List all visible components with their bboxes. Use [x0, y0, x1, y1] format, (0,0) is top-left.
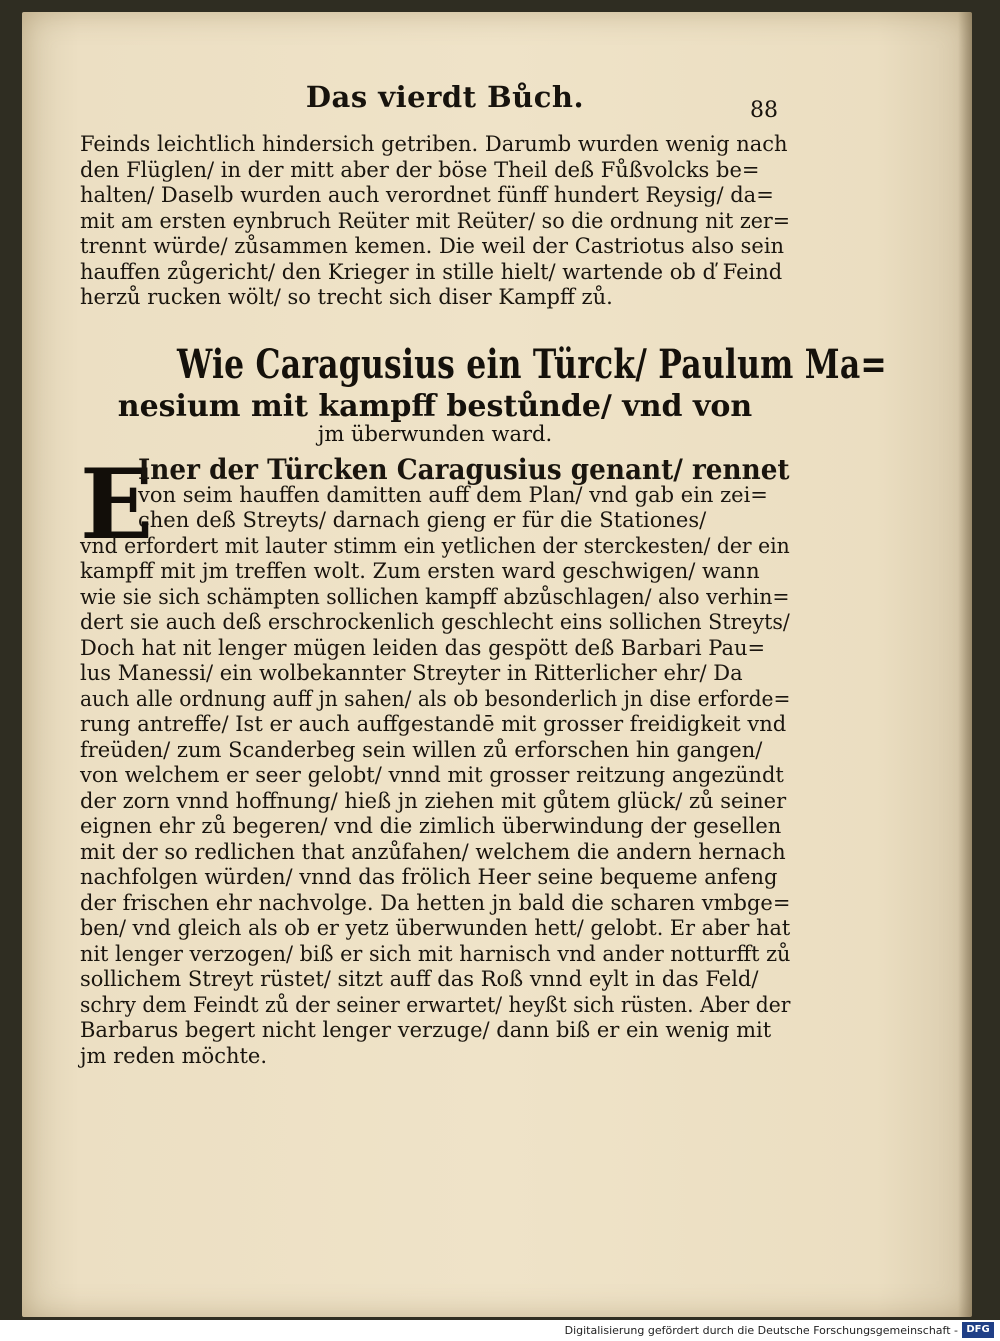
text-line: hauffen zůgericht/ den Krieger in stille hielt/ wartende ob ď Feind [80, 259, 783, 284]
running-head: Das vierdt Bůch. [305, 80, 585, 114]
text-line: wie sie sich schämpten sollichen kampff abzůschlagen/ also verhin= [80, 584, 790, 609]
chapter-text [80, 448, 791, 1069]
text-line: sollichem Streyt rüstet/ sitzt auff das Roß vnnd eylt in das Feld/ [80, 967, 759, 991]
text-block-top [80, 132, 790, 311]
text-line: lus Manessi/ ein wolbekannter Streyter in Ritterlicher ehr/ Da [80, 661, 743, 685]
text-line: von seim hauffen damitten auff dem Plan/ vnd gab ein zei= [138, 482, 768, 507]
text-line: der frischen ehr nachvolge. Da hetten jn bald die scharen vmbge= [80, 890, 791, 915]
text-line: schry dem Feindt zů der seiner erwartet/ heyßt sich rüsten. Aber der [80, 992, 791, 1017]
text-line: jm reden möchte. [80, 1043, 268, 1068]
chapter-heading-line-3: jm überwunden ward. [317, 422, 553, 446]
drop-cap-initial: E [80, 448, 154, 561]
text-line: kampff mit jm treffen wolt. Zum ersten ward geschwigen/ wann [80, 559, 760, 583]
text-line: rung antreffe/ Ist er auch auffgestandē mit grosser freidigkeit vnd [80, 712, 787, 736]
text-line: auch alle ordnung auff jn sahen/ als ob besonderlich jn dise erforde= [80, 686, 791, 711]
text-line: halten/ Daselb wurden auch verordnet fünff hundert Reysig/ da= [80, 183, 774, 207]
text-line: nit lenger verzogen/ biß er sich mit harnisch vnd ander notturfft zů [80, 941, 791, 966]
text-line: mit am ersten eynbruch Reüter mit Reüter/ so die ordnung nit zer= [80, 208, 791, 233]
text-line: ben/ vnd gleich als ob er yetz überwunden hett/ gelobt. Er aber hat [80, 916, 791, 940]
text-line: trennt würde/ zůsammen kemen. Die weil der Castriotus also sein [80, 234, 785, 258]
funding-credit: Digitalisierung gefördert durch die Deutsche Forschungsgemeinschaft - [564, 1324, 958, 1337]
text-line: dert sie auch deß erschrockenlich geschlecht eins sollichen Streyts/ [80, 610, 790, 634]
text-line: nachfolgen würden/ vnnd das frölich Heer seine bequeme anfeng [80, 865, 778, 889]
text-line: eignen ehr zů begeren/ vnd die zimlich überwindung der gesellen [80, 814, 782, 838]
text-line: vnd erfordert mit lauter stimm ein yetlichen der sterckesten/ der ein [80, 533, 790, 558]
text-line: freüden/ zum Scanderbeg sein willen zů erforschen hin gangen/ [80, 737, 763, 762]
text-line: mit der so redlichen that anzůfahen/ welchem die andern hernach [80, 839, 786, 864]
text-line: von welchem er seer gelobt/ vnnd mit grosser reitzung angezündt [80, 763, 784, 787]
text-line: chen deß Streyts/ darnach gieng er für die Stationes/ [138, 508, 707, 532]
page-number: 88 [750, 98, 778, 123]
text-line: Barbarus begert nicht lenger verzuge/ dann biß er ein wenig mit [80, 1018, 772, 1042]
footer-bar [0, 1320, 1000, 1341]
book-page [22, 12, 972, 1317]
text-line: herzů rucken wölt/ so trecht sich diser Kampff zů. [80, 285, 613, 309]
dfg-logo[interactable]: DFG [962, 1322, 994, 1338]
text-line: Feinds leichtlich hindersich getriben. Darumb wurden wenig nach [80, 132, 788, 156]
chapter-heading-line-2: nesium mit kampff bestůnde/ vnd von [117, 389, 753, 424]
text-line: den Flüglen/ in der mitt aber der böse Theil deß Fůßvolcks be= [80, 157, 760, 182]
chapter-heading-line-1: Wie Caragusius ein Türck/ Paulum Ma= [176, 341, 887, 388]
text-line: Doch hat nit lenger mügen leiden das gespött deß Barbari Pau= [80, 635, 766, 660]
text-line: der zorn vnnd hoffnung/ hieß jn ziehen mit gůtem glück/ zů seiner [80, 788, 787, 813]
text-line: Iner der Türcken Caragusius genant/ rennet [138, 453, 790, 486]
